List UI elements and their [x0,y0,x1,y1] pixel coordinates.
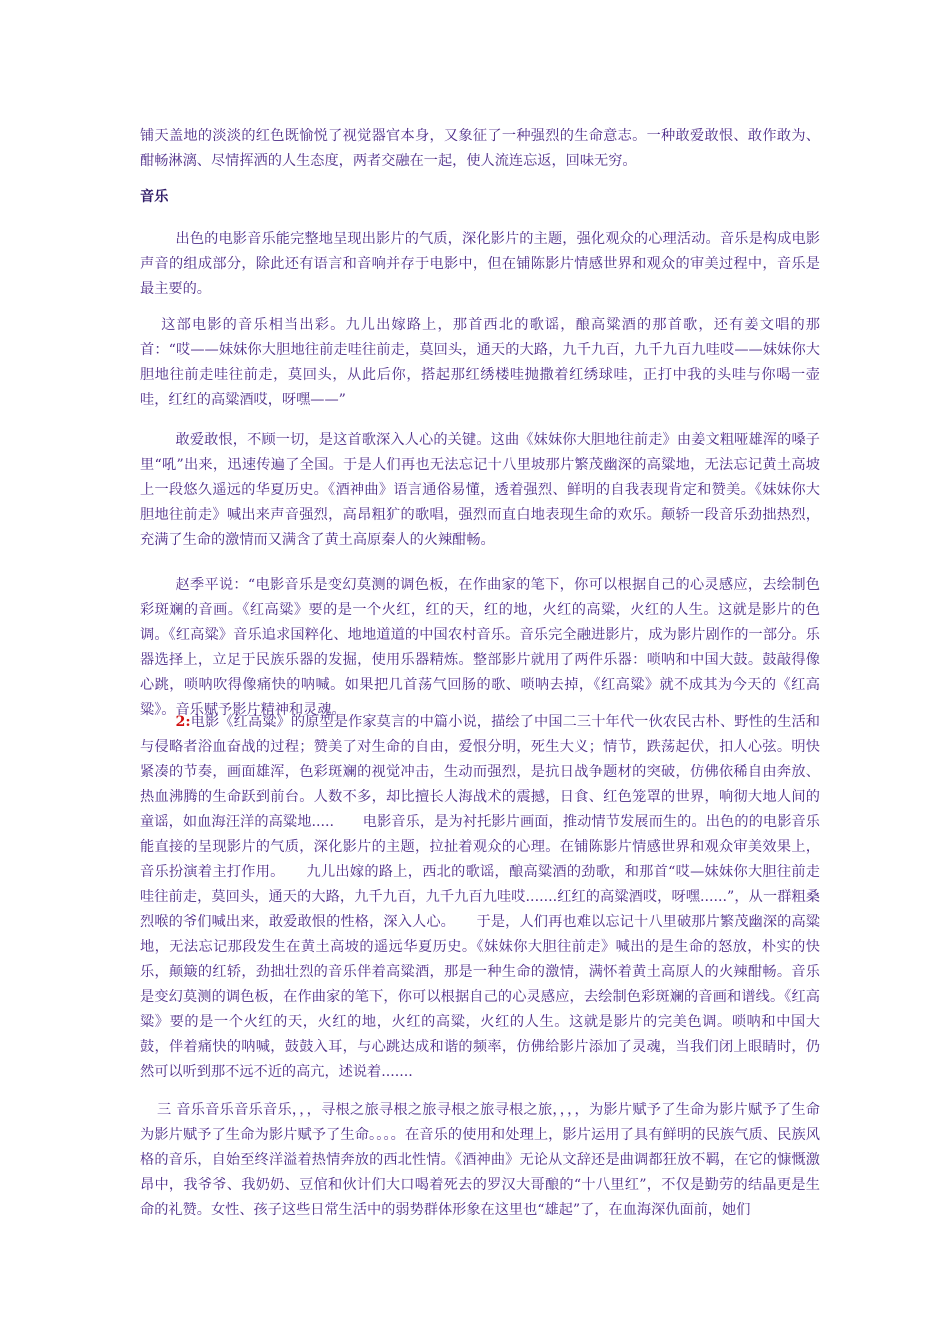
music-paragraph-1-text: 出色的电影音乐能完整地呈现出影片的气质，深化影片的主题，强化观众的心理活动。音乐是构成电影声音的组成部分，除此还有语言和音响并存于电影中，但在铺陈影片情感世界和观众的审美过程中，音乐是最主要的。 [140,231,820,297]
intro-text: 铺天盖地的淡淡的红色既愉悦了视觉器官本身，又象征了一种强烈的生命意志。一种敢爱敢恨、敢作敢为、酣畅淋漓、尽情挥洒的人生态度，两者交融在一起，使人流连忘返，回味无穷。 [140,128,820,169]
section-3-text: 三 音乐音乐音乐音乐，，，寻根之旅寻根之旅寻根之旅寻根之旅，，，，为影片赋予了生命为影片赋予了生命为影片赋予了生命为影片赋予了生命。。。。在音乐的使用和处理上，影片运用了具有鲜明的民族气质、民族风格的音乐，自始至终洋溢着热情奔放的西北性情。《酒神曲》无论从文辞还是曲调都狂放不羁，在它的慷慨激昂中，我爷爷、我奶奶、豆倌和伙计们大口喝着死去的罗汉大哥酿的“十八里红”，不仅是勤劳的结晶更是生命的礼赞。女性、孩子这些日常生活中的弱势群体形象在这里也“雄起”了，在血海深仇面前，她们 [140,1102,820,1218]
heading-text: 音乐 [140,189,169,205]
section-2-paragraph [140,710,820,1085]
music-paragraph-3 [140,428,820,553]
section-heading-music [140,185,820,210]
section-number: 2: [175,714,191,730]
intro-paragraph [140,124,820,174]
music-paragraph-3-text: 敢爱敢恨，不顾一切，是这首歌深入人心的关键。这曲《妹妹你大胆地往前走》由姜文粗哑雄浑的嗓子里“吼”出来，迅速传遍了全国。于是人们再也无法忘记十八里坡那片繁茂幽深的高粱地，无法忘记黄土高坡上一段悠久遥远的华夏历史。《酒神曲》语言通俗易懂，透着强烈、鲜明的自我表现肯定和赞美。《妹妹你大胆地往前走》喊出来声音强烈，高昂粗犷的歌唱，强烈而直白地表现生命的欢乐。颠轿一段音乐劲拙热烈，充满了生命的激情而又满含了黄土高原秦人的火辣酣畅。 [140,432,820,548]
section-2-text: 电影《红高粱》的原型是作家莫言的中篇小说，描绘了中国二三十年代一伙农民古朴、野性的生活和与侵略者浴血奋战的过程；赞美了对生命的自由，爱恨分明，死生大义；情节，跌荡起伏，扣人心弦。明快紧凑的节奏，画面雄浑，色彩斑斓的视觉冲击，生动而强烈，是抗日战争题材的突破，仿佛依稀自由奔放、热血沸腾的生命跃到前台。人数不多，却比擅长人海战术的震撼，日食、红色笼罩的世界，响彻大地人间的童谣，如血海汪洋的高粱地..... 电影音乐，是为衬托影片画面，推动情节发展而生的。出色的的电影音乐能直接的呈现影片的气质，深化影片的主题，拉扯着观众的心理。在铺陈影片情感世界和观众审美效果上，音乐扮演着主打作用。 九儿出嫁的路上，西北的歌谣，酿高粱酒的劲歌，和那首“哎—妹妹你大胆往前走哇往前走，莫回头，通天的大路，九千九百，九千九百九哇哎.......红红的高粱酒哎，呀嘿......”，从一群粗桑烈喉的爷们喊出来，敢爱敢恨的性格，深入人心。 于是，人们再也难以忘记十八里破那片繁茂幽深的高粱地，无法忘记那段发生在黄土高坡的遥远华夏历史。《妹妹你大胆往前走》喊出的是生命的怒放，朴实的快乐，颠簸的红轿，劲拙壮烈的音乐伴着高粱酒，那是一种生命的激情，满怀着黄土高原人的火辣酣畅。音乐是变幻莫测的调色板，在作曲家的笔下，你可以根据自己的心灵感应，去绘制色彩斑斓的音画和谱线。《红高粱》要的是一个火红的天，火红的地，火红的高粱，火红的人生。这就是影片的完美色调。唢呐和中国大鼓，伴着痛快的呐喊，鼓鼓入耳，与心跳达成和谐的频率，仿佛给影片添加了灵魂，当我们闭上眼睛时，仍然可以听到那不远不近的高亢，述说着....... [140,714,820,1080]
music-paragraph-2-text: 这部电影的音乐相当出彩。九儿出嫁路上，那首西北的歌谣，酿高粱酒的那首歌，还有姜文唱的那首：“哎——妹妹你大胆地往前走哇往前走，莫回头，通天的大路，九千九百，九千九百九哇哎——妹妹你大胆地往前走哇往前走，莫回头，从此后你，搭起那红绣楼哇抛撒着红绣球哇，正打中我的头哇与你喝一壶哇，红红的高粱酒哎，呀嘿——” [140,317,820,408]
music-paragraph-4-text: 赵季平说：“电影音乐是变幻莫测的调色板，在作曲家的笔下，你可以根据自己的心灵感应，去绘制色彩斑斓的音画。《红高粱》要的是一个火红，红的天，红的地，火红的高粱，火红的人生。这就是影片的色调。《红高粱》音乐追求国粹化、地地道道的中国农村音乐。音乐完全融进影片，成为影片剧作的一部分。乐器选择上，立足于民族乐器的发掘，使用乐器精炼。整部影片就用了两件乐器：唢呐和中国大鼓。鼓敲得像心跳，唢呐吹得像痛快的呐喊。如果把几首荡气回肠的歌、唢呐去掉，《红高粱》就不成其为今天的《红高粱》。音乐赋予影片精神和灵魂。 [140,577,820,718]
music-paragraph-1 [140,227,820,302]
music-paragraph-2 [140,313,820,413]
section-3-paragraph [140,1098,820,1223]
music-paragraph-4 [140,573,820,723]
